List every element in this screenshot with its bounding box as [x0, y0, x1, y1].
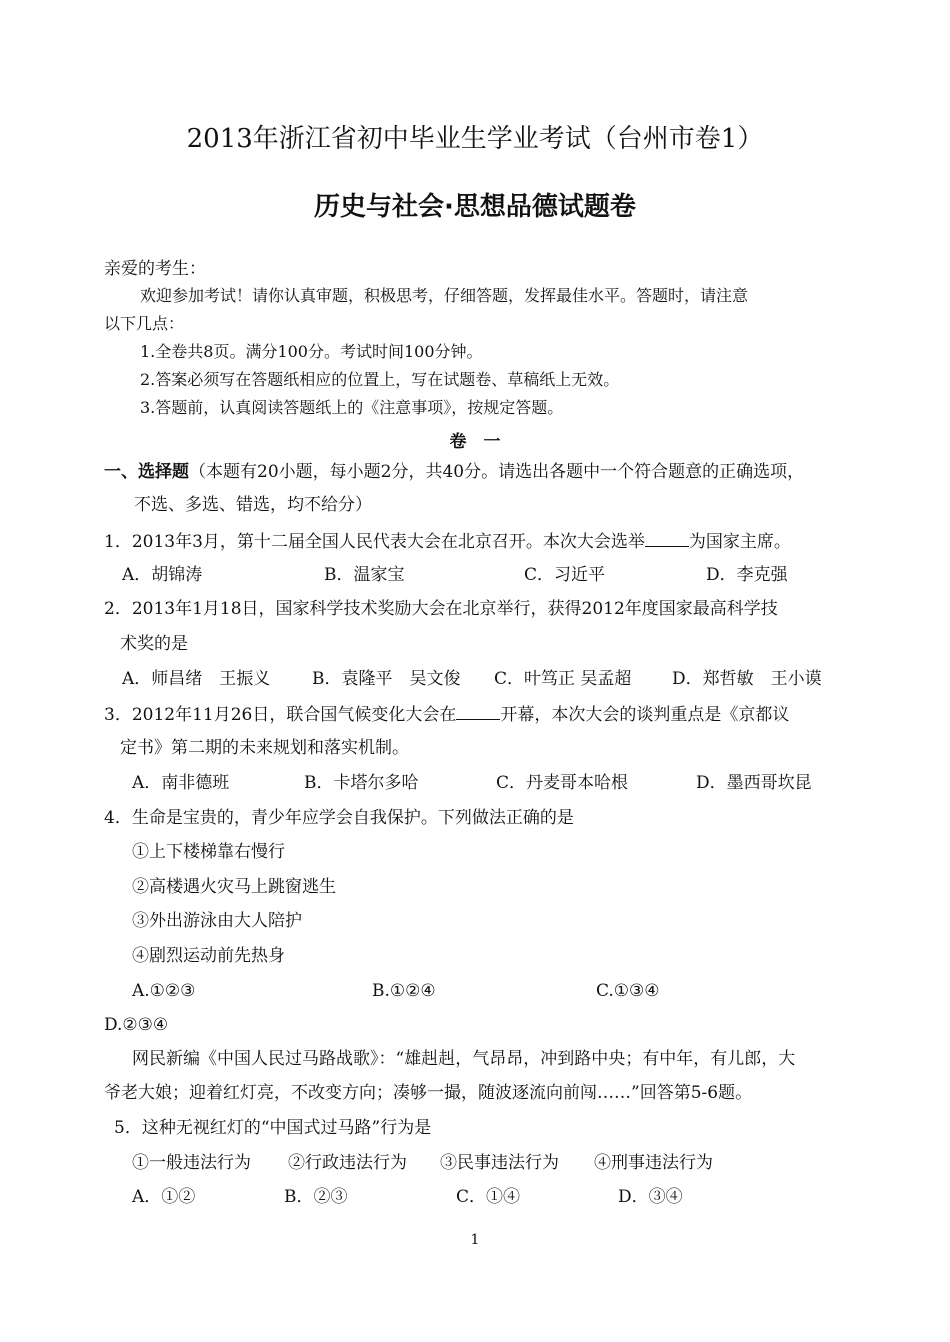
question-5-item-4: ④刑事违法行为: [594, 1153, 713, 1173]
question-3-stem-1a: 3．2012年11月26日，联合国气候变化大会在: [104, 705, 457, 725]
section-heading-line: [104, 461, 804, 483]
question-4-item-2: ②高楼遇火灾马上跳窗逃生: [132, 877, 336, 897]
question-5-option-a: A．①②: [132, 1187, 196, 1207]
note-3: 3.答题前，认真阅读答题纸上的《注意事项》，按规定答题。: [140, 398, 564, 417]
question-3-option-c: C．丹麦哥本哈根: [496, 773, 629, 793]
question-4-option-a: A.①②③: [132, 981, 196, 1001]
note-1: 1.全卷共8页。满分100分。考试时间100分钟。: [140, 342, 483, 361]
material-line-1: 网民新编《中国人民过马路战歌》：“雄赳赳，气昂昂，冲到路中央；有中年，有儿郎，大: [132, 1049, 796, 1069]
section-desc-2: 不选、多选、错选，均不给分）: [134, 495, 372, 515]
page-number: 1: [470, 1232, 480, 1248]
question-3-stem-1b: 开幕，本次大会的谈判重点是《京都议: [500, 705, 790, 725]
question-2-stem-1: 2．2013年1月18日，国家科学技术奖励大会在北京举行，获得2012年度国家最高科学技: [104, 599, 778, 619]
section-heading: 一、选择题: [104, 462, 189, 482]
question-5-stem: 5．这种无视红灯的“中国式过马路”行为是: [114, 1118, 432, 1138]
question-5-option-b: B．②③: [284, 1187, 348, 1207]
question-1-option-d: D．李克强: [706, 565, 788, 585]
question-5-item-2: ②行政违法行为: [288, 1153, 407, 1173]
material-line-2: 爷老大娘；迎着红灯亮，不改变方向；凑够一撮，随波逐流向前闯……”回答第5-6题。: [104, 1083, 753, 1103]
intro-line-1: 欢迎参加考试！请你认真审题，积极思考，仔细答题，发挥最佳水平。答题时，请注意: [140, 286, 749, 305]
answer-blank: [456, 703, 500, 720]
question-1-stem-b: 为国家主席。: [688, 532, 791, 552]
question-3-stem-1: [104, 703, 789, 726]
question-1-option-b: B．温家宝: [324, 565, 405, 585]
question-4-item-4: ④剧烈运动前先热身: [132, 946, 285, 966]
note-2: 2.答案必须写在答题纸相应的位置上，写在试题卷、草稿纸上无效。: [140, 370, 620, 389]
question-4-option-b: B.①②④: [372, 981, 436, 1001]
volume-title: 卷 一: [449, 432, 501, 452]
question-1-option-a: A．胡锦涛: [122, 565, 203, 585]
question-2-option-c: C．叶笃正 吴孟超: [494, 669, 632, 689]
question-2-stem-2: 术奖的是: [120, 634, 188, 654]
question-2-option-a: A．师昌绪 王振义: [122, 669, 271, 689]
question-5-option-d: D．③④: [618, 1187, 683, 1207]
question-2-option-b: B．袁隆平 吴文俊: [312, 669, 461, 689]
exam-subtitle: 历史与社会·思想品德试题卷: [314, 192, 636, 222]
question-5-item-1: ①一般违法行为: [132, 1153, 251, 1173]
question-4-stem: 4．生命是宝贵的，青少年应学会自我保护。下列做法正确的是: [104, 808, 574, 828]
question-4-option-d: D.②③④: [104, 1015, 169, 1035]
question-3-stem-2: 定书》第二期的未来规划和落实机制。: [120, 738, 409, 758]
question-1-stem: [104, 530, 791, 553]
question-4-item-1: ①上下楼梯靠右慢行: [132, 842, 285, 862]
question-2-option-d: D．郑哲敏 王小谟: [672, 669, 822, 689]
question-3-option-d: D．墨西哥坎昆: [696, 773, 812, 793]
section-desc-1: （本题有20小题，每小题2分，共40分。请选出各题中一个符合题意的正确选项，: [189, 462, 805, 482]
intro-line-2: 以下几点：: [104, 314, 185, 333]
question-5-item-3: ③民事违法行为: [440, 1153, 559, 1173]
question-1-option-c: C．习近平: [524, 565, 606, 585]
question-3-option-b: B．卡塔尔多哈: [304, 773, 419, 793]
answer-blank: [645, 530, 689, 547]
question-5-option-c: C．①④: [456, 1187, 521, 1207]
question-4-option-c: C.①③④: [596, 981, 660, 1001]
question-3-option-a: A．南非德班: [132, 773, 230, 793]
question-4-item-3: ③外出游泳由大人陪护: [132, 911, 302, 931]
greeting: 亲爱的考生：: [104, 259, 206, 279]
exam-title: 2013年浙江省初中毕业生学业考试（台州市卷1）: [186, 124, 764, 154]
question-1-stem-a: 1．2013年3月，第十二届全国人民代表大会在北京召开。本次大会选举: [104, 532, 645, 552]
